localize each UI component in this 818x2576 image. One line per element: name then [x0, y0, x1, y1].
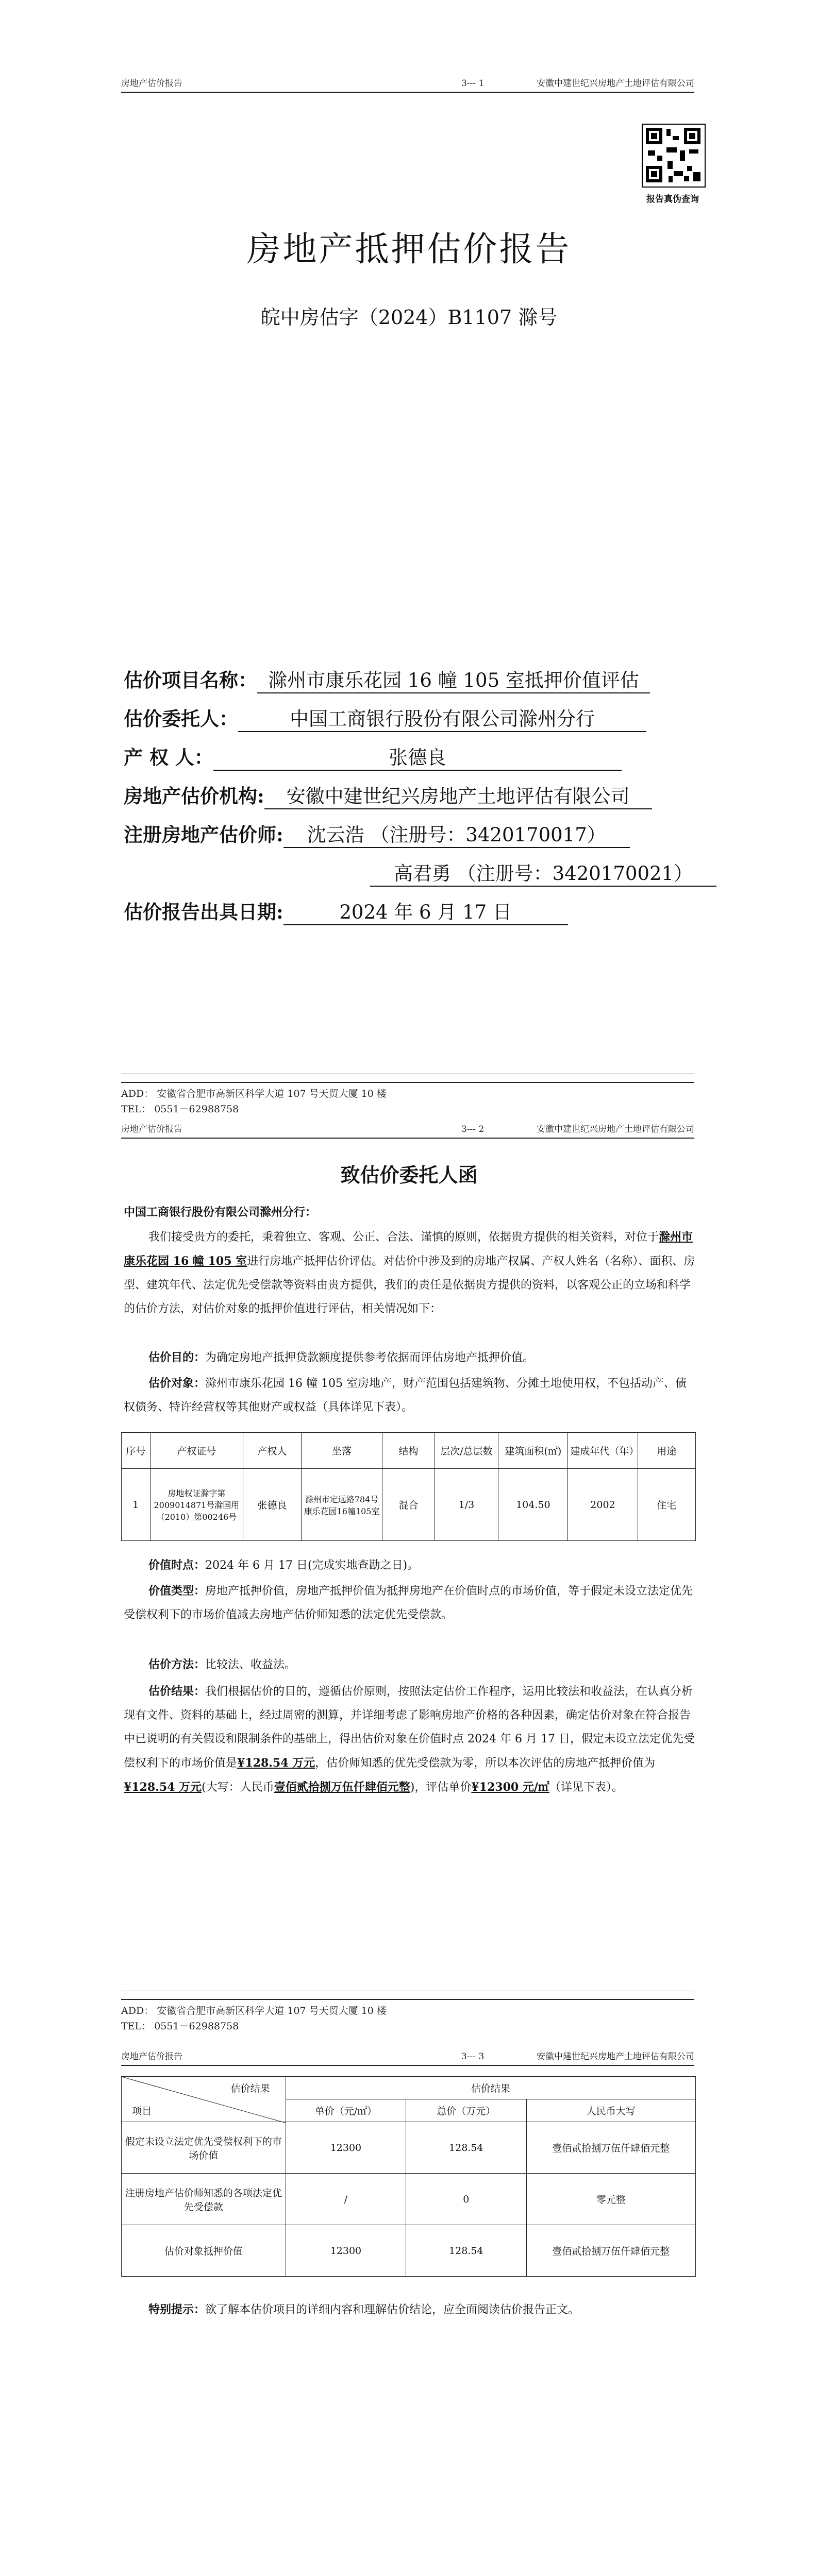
letter-value-time: 价值时点：2024 年 6 月 17 日(完成实地查勘之日)。 [148, 1558, 419, 1572]
property-table [121, 1432, 696, 1541]
cover-row-project: 估价项目名称： 滁州市康乐花园 16 幢 105 室抵押价值评估 [124, 665, 650, 693]
letter-method: 估价方法：比较法、收益法。 [148, 1658, 296, 1671]
letter-object: 估价对象：滁州市康乐花园 16 幢 105 室房地产，财产范围包括建筑物、分摊土地使用权，不包括动产、债权债务、特许经营权等其他财产或权益（具体详见下表）。 [124, 1377, 687, 1414]
cover-row-owner: 产 权 人： 张德良 [124, 742, 622, 771]
table-row: 1 房地权证滁字第2009014871号滁国用（2010）第00246号 张德良 滁州市定远路784号康乐花园16幢105室 混合 1/3 104.50 2002 住宅 [122, 1469, 696, 1541]
table-row: 估价对象抵押价值 12300 128.54 壹佰贰拾捌万伍仟肆佰元整 [122, 2225, 696, 2277]
letter-addressee: 中国工商银行股份有限公司滁州分行： [124, 1206, 317, 1219]
header-left: 房地产估价报告 [121, 78, 182, 89]
qr-caption: 报告真伪查询 [646, 194, 699, 205]
report-number: 皖中房估字（2024）B1107 滁号 [260, 306, 558, 329]
results-page [0, 2050, 818, 2576]
letter-result: 估价结果：我们根据估价的目的，遵循估价原则，按照法定估价工作程序，运用比较法和收益法，在认真分析现有文件、资料的基础上，经过周密的测算，并详细考虑了影响房地产价格的各种因素，确定估价对象在符合报告中已说明的有关假设和限制条件的基础上，得出估价对象在价值时点 2024 年 6 月 17 日，假定未设立法定优先受偿权利下的市场价值是¥128.54 万元，估价师知悉的优先受偿款为零，所以本次评估的房地产抵押价值为¥128.54 万元(大写：人民币壹佰贰拾捌万伍仟肆佰元整)，评估单价¥12300 元/㎡（详见下表）。 [124, 1685, 695, 1794]
cover-row-date: 估价报告出具日期: 2024 年 6 月 17 日 [124, 896, 568, 925]
running-header: 房地产估价报告 3--- 3 安徽中建世纪兴房地产土地评估有限公司 [121, 2050, 694, 2066]
table-row: 假定未设立法定优先受偿权利下的市场价值 12300 128.54 壹佰贰拾捌万伍仟肆佰元整 [122, 2122, 696, 2174]
footer-address: ADD： 安徽省合肥市高新区科学大道 107 号天贸大厦 10 楼 [121, 1088, 387, 1099]
cover-row-agency: 房地产估价机构: 安徽中建世纪兴房地产土地评估有限公司 [124, 781, 652, 809]
special-tip: 特别提示：欲了解本估价项目的详细内容和理解估价结论，应全面阅读估价报告正文。 [148, 2303, 580, 2316]
table-row: 注册房地产估价师知悉的各项法定优先受偿款 / 0 零元整 [122, 2174, 696, 2225]
report-title: 房地产抵押估价报告 [246, 229, 572, 269]
page-footer: ADD： 安徽省合肥市高新区科学大道 107 号天贸大厦 10 楼 TEL： 0551－62988758 [121, 1999, 694, 2034]
result-table-corner: 估价结果 项目 [122, 2077, 286, 2122]
letter-page [0, 1123, 818, 2154]
header-page-number: 3--- 1 [461, 78, 485, 89]
result-table-group-header: 估价结果 [286, 2077, 695, 2099]
result-table: 估价结果 项目 估价结果 单价（元/㎡） 总价（万元） 人民币大写 假定未设立法定优先受偿权利下的市场价值 12300 128.54 壹佰贰拾捌万伍仟肆佰元整 注册房地产估价师知悉的各项法定优先受偿款 / 0 零元整 估价对象抵押价值 12300 128.54 壹佰贰拾捌万伍仟肆佰元整 [121, 2076, 696, 2277]
qr-code-icon[interactable] [642, 124, 706, 188]
footer-tel: TEL： 0551－62988758 [121, 1104, 239, 1115]
letter-title: 致估价委托人函 [340, 1163, 478, 1187]
letter-purpose: 估价目的：为确定房地产抵押贷款额度提供参考依据而评估房地产抵押价值。 [148, 1351, 535, 1364]
cover-row-appraiser-2: 高君勇 （注册号：3420170021） [370, 858, 716, 887]
header-right: 安徽中建世纪兴房地产土地评估有限公司 [537, 78, 694, 89]
running-header [121, 77, 694, 93]
table-header-row: 序号 产权证号 产权人 坐落 结构 层次/总层数 建筑面积(㎡) 建成年代（年） 用途 [122, 1433, 696, 1469]
cover-row-appraiser-1: 注册房地产估价师: 沈云浩 （注册号：3420170017） [124, 819, 630, 848]
letter-value-type: 价值类型：房地产抵押价值，房地产抵押价值为抵押房地产在价值时点的市场价值，等于假定未设立法定优先受偿权利下的市场价值减去房地产估价师知悉的法定优先受偿款。 [124, 1584, 693, 1621]
letter-intro: 我们接受贵方的委托，秉着独立、客观、公正、合法、谨慎的原则，依据贵方提供的相关资料，对位于滁州市康乐花园 16 幢 105 室进行房地产抵押估价评估。对估价中涉及到的房地产权属、产权人姓名（名称）、面积、房型、建筑年代、法定优先受偿款等资料由贵方提供，我们的责任是依据贵方提供的资料，以客观公正的立场和科学的估价方法，对估价对象的抵押价值进行评估，相关情况如下： [124, 1230, 695, 1315]
running-header: 房地产估价报告 3--- 2 安徽中建世纪兴房地产土地评估有限公司 [121, 1123, 694, 1139]
cover-row-client: 估价委托人： 中国工商银行股份有限公司滁州分行 [124, 703, 646, 732]
cover-page [0, 0, 818, 1115]
page-footer [121, 1082, 694, 1117]
